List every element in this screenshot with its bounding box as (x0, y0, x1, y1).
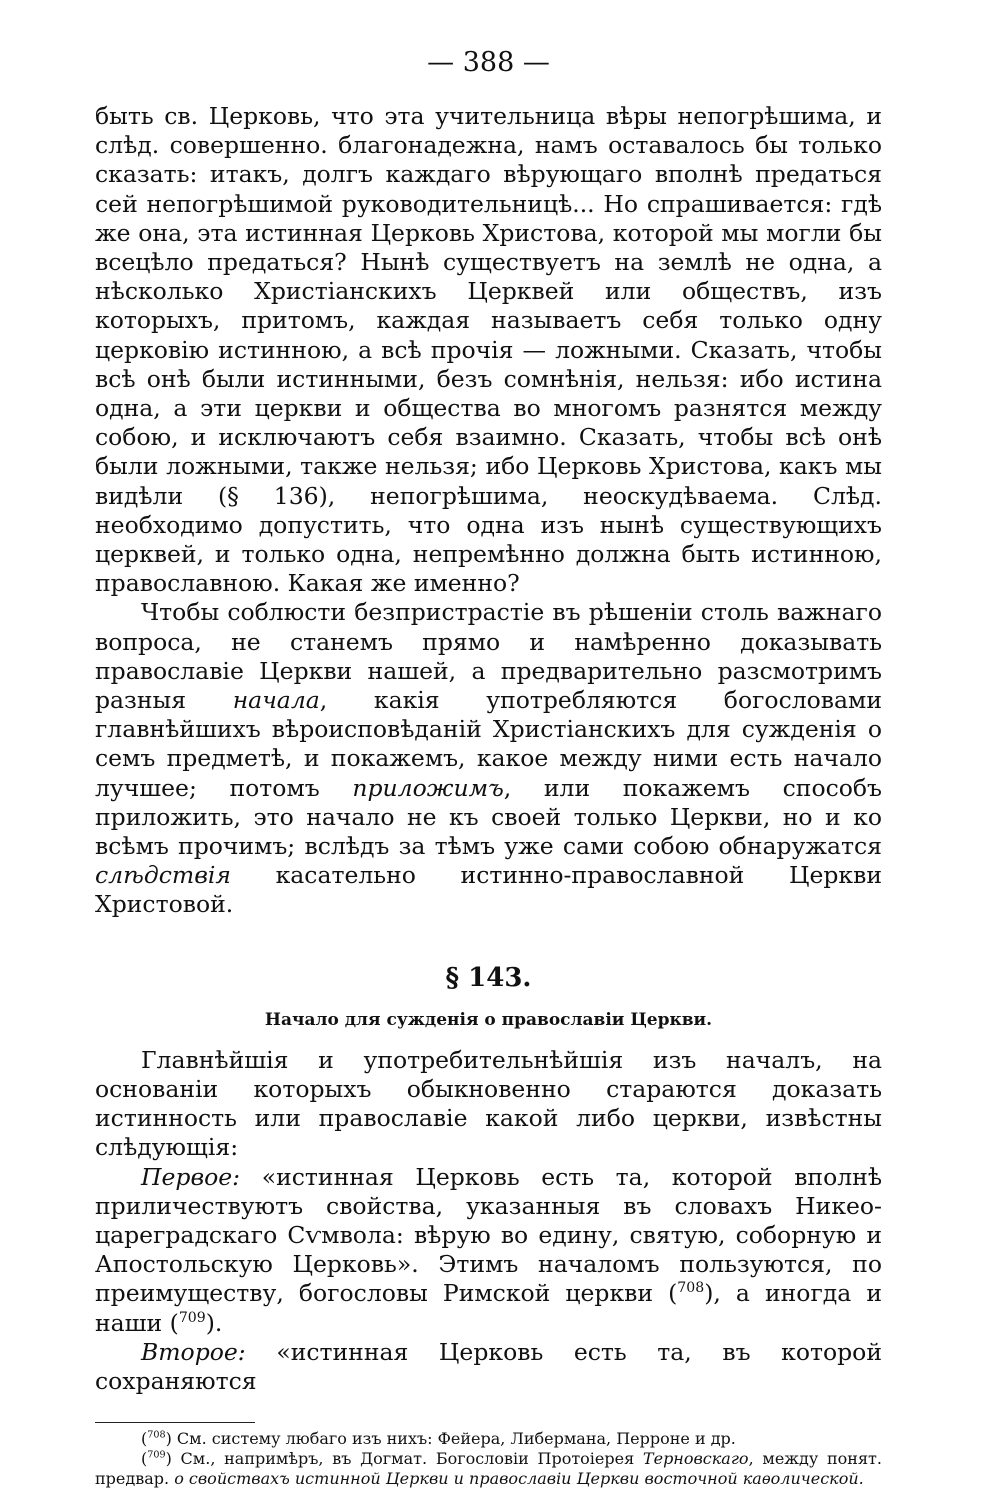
emphasis-nachala: начала (232, 686, 320, 715)
paragraph-2-text-1: Чтобы соблюсти безпристрастіе въ рѣшеніи столь важнаго вопроса, не станемъ прямо и намѣренно доказывать православіе Церкви нашей, а предварительно разсмотримъ разныя (95, 598, 882, 715)
paragraph-2 (95, 598, 882, 919)
footnote-709-italic-title: о свойствахъ истинной Церкви и православіи Церкви восточной каѳолической. (174, 1469, 864, 1489)
page-number: — 388 — (427, 47, 550, 78)
footnote-708-number: 708 (147, 1429, 166, 1441)
lead-pervoe: Первое: (141, 1162, 241, 1191)
footnote-ref-709[interactable]: 709 (178, 1309, 206, 1326)
paragraph-4-text-2: ), а иногда и наши ( (95, 1279, 882, 1337)
paragraph-2-text-4: касательно истинно-православной Церкви Христовой. (95, 861, 882, 919)
footnote-708: ($^{708}$) См. систему любаго изъ нихъ: Фейера, Либермана, Перроне и др. (141, 1429, 736, 1449)
footnote-ref-708[interactable]: 708 (677, 1280, 705, 1297)
footnote-709-text-1: См., напримѣръ, въ Догмат. Богословіи Протоіерея (171, 1449, 643, 1469)
paragraph-4 (95, 1163, 882, 1338)
emphasis-prilozhim: приложимъ (352, 773, 504, 802)
paragraph-1: быть св. Церковь, что эта учительница вѣры непогрѣшима, и слѣд. совершенно. благонадежна, намъ оставалось бы только сказать: итакъ, долгъ каждаго вѣрующаго вполнѣ предаться сей непогрѣшимой руководительницѣ... Но спрашивается: гдѣ же она, эта истинная Церковь Христова, которой мы могли бы всецѣло предаться? Нынѣ существуетъ на землѣ не одна, а нѣсколько Христіанскихъ Церквей или обществъ, изъ которыхъ, притомъ, каждая называетъ себя только одну церковію истинною, а всѣ прочія — ложными. Сказать, чтобы всѣ онѣ были истинными, безъ сомнѣнія, нельзя: ибо истина одна, а эти церкви и общества во многомъ разнятся между собою, и исключаютъ себя взаимно. Сказать, чтобы всѣ онѣ были ложными, также нельзя; ибо Церковь Христова, какъ мы видѣли (§ 136), непогрѣшима, неоскудѣваема. Слѣд. необходимо допустить, что одна изъ нынѣ существующихъ церквей, и только одна, непремѣнно должна быть истинною, православною. Какая же именно? (95, 102, 882, 598)
footnote-708-text: См. систему любаго изъ нихъ: Фейера, Либермана, Перроне и др. (171, 1429, 736, 1449)
section-title: Начало для сужденія о православіи Церкви. (264, 1009, 713, 1030)
lead-vtoroe: Второе: (141, 1337, 246, 1366)
footnote-709-number: 709 (147, 1449, 166, 1461)
footnote-709-text-2: , между понят. предвар. (95, 1449, 882, 1489)
paragraph-4-text-1: «истинная Церковь есть та, которой вполнѣ приличествуютъ свойства, указанныя въ словахъ Никео-цареградскаго Сѵмвола: вѣрую во едину, святую, соборную и Апостольскую Церковь». Этимъ началомъ пользуются, по преимуществу, богословы Римской церкви ( (95, 1162, 882, 1308)
paragraph-4-text-3: ). (205, 1308, 223, 1337)
section-number: § 143. (445, 962, 532, 993)
paragraph-3: Главнѣйшія и употребительнѣйшія изъ началъ, на основаніи которыхъ обыкновенно стараются доказать истинность или православіе какой либо церкви, извѣстны слѣдующія: (95, 1045, 882, 1162)
paragraph-2-text-3: , или покажемъ способъ приложить, это начало не къ своей только Церкви, но и ко всѣмъ прочимъ; вслѣдъ за тѣмъ уже сами собою обнаружатся (95, 773, 882, 861)
footnote-709: ($^{709}$) См., напримѣръ, въ Догмат. Богословіи Протоіерея Терновскаго, между понят. предвар. о свойствахъ истинной Церкви и православіи Церкви восточной каѳолической. (95, 1449, 882, 1489)
paragraph-2-text-2: , какія употребляются богословами главнѣйшихъ вѣроисповѣданій Христіанскихъ для сужденія о семъ предметѣ, и покажемъ, какое между ними есть начало лучшее; потомъ (95, 686, 882, 802)
footnote-divider (95, 1422, 255, 1423)
footnote-709-author: Терновскаго (642, 1449, 749, 1469)
emphasis-sledstviya: слѣдствія (95, 861, 231, 890)
paragraph-5 (95, 1338, 882, 1396)
paragraph-5-text-1: «истинная Церковь есть та, въ которой сохраняются (95, 1337, 882, 1395)
